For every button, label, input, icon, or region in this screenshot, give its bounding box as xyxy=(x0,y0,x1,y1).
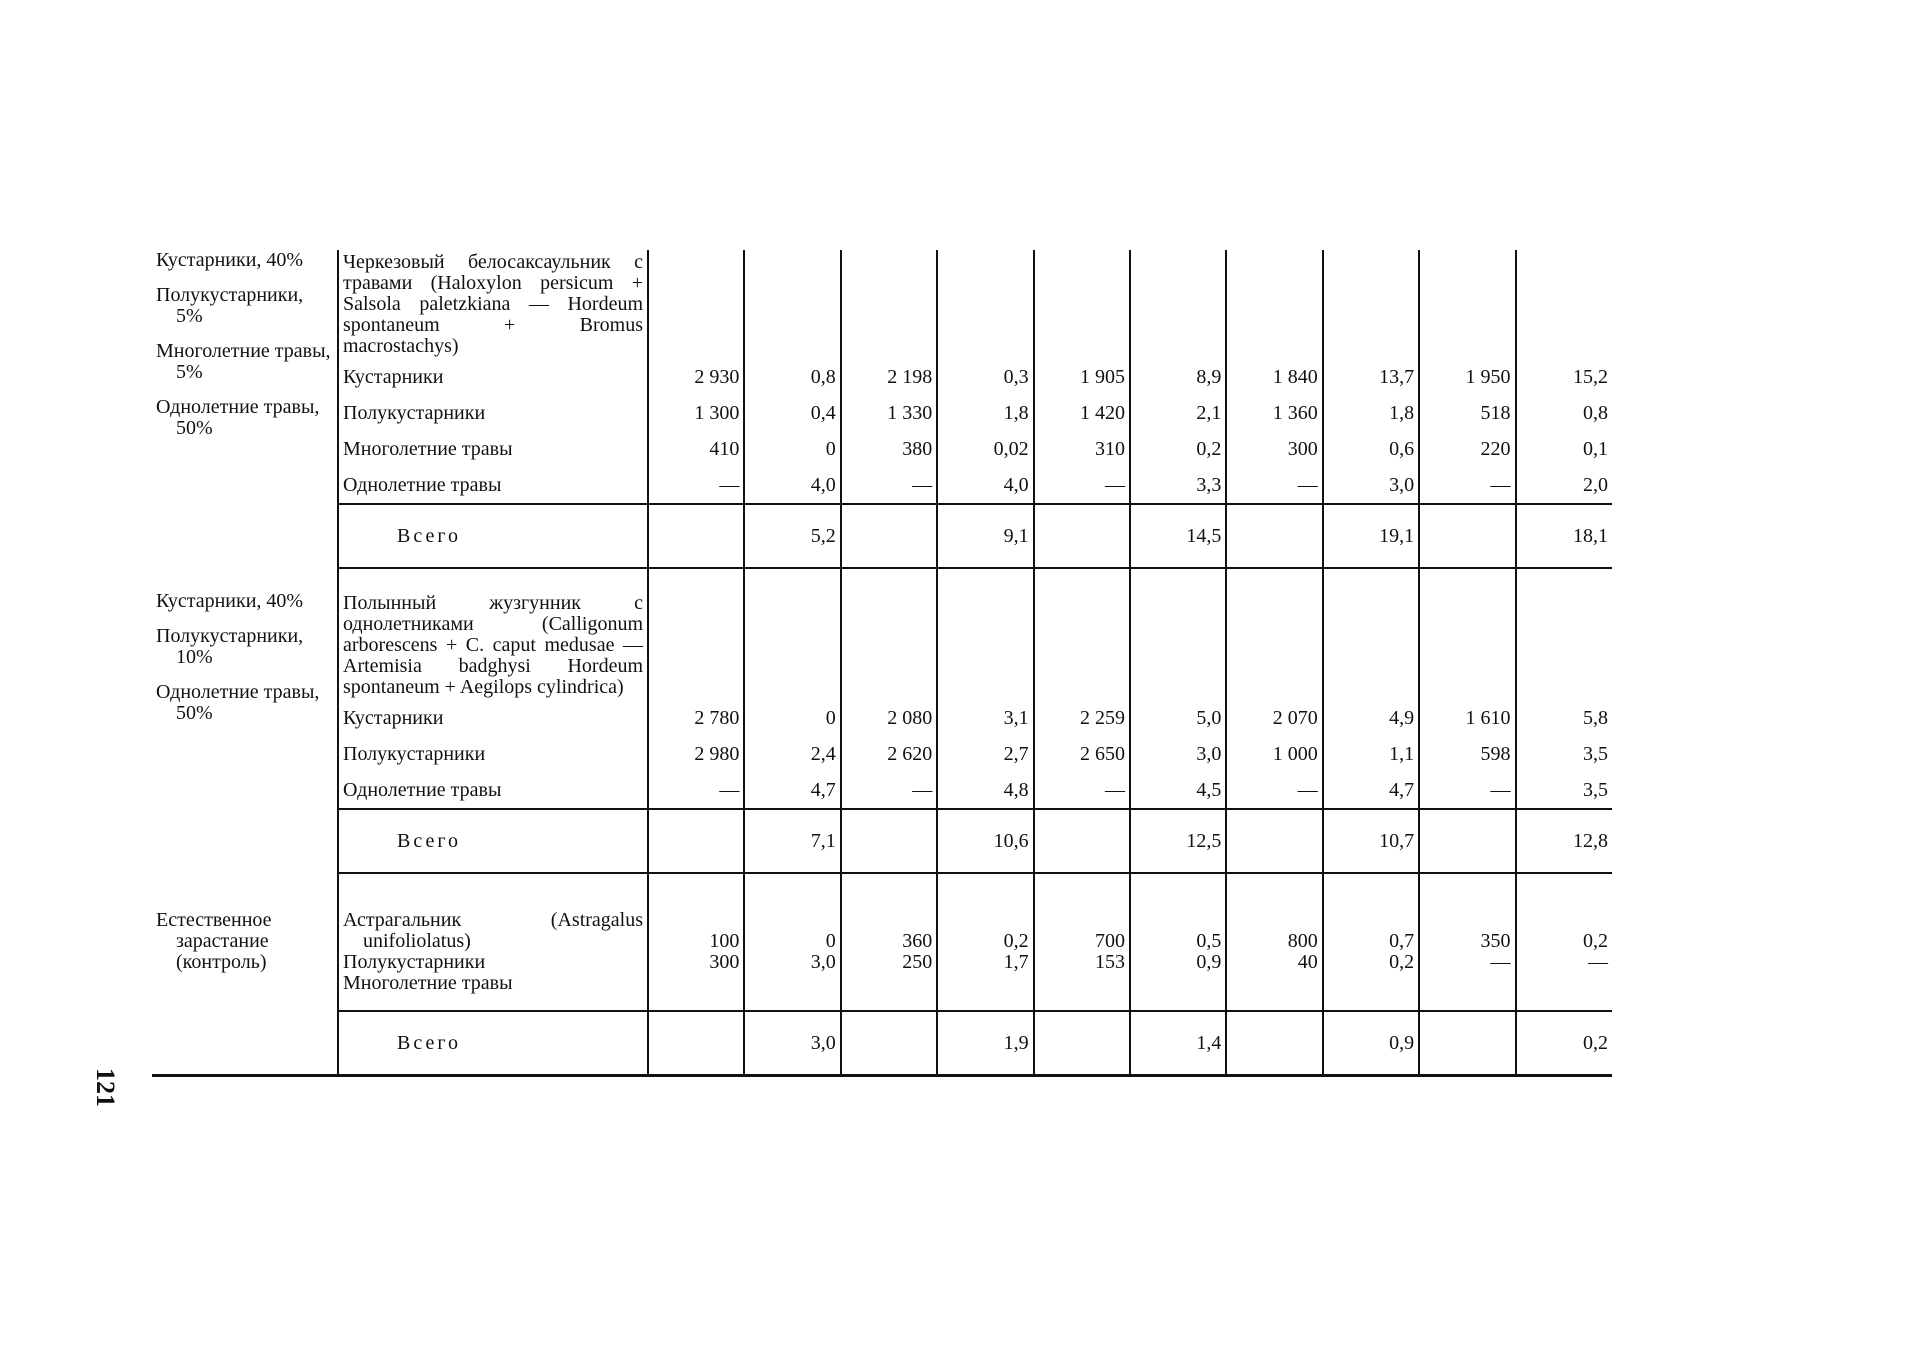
section-conditions xyxy=(152,896,338,1011)
empty-cell xyxy=(1034,591,1130,700)
total-value xyxy=(1419,1011,1515,1076)
total-value xyxy=(1226,809,1322,873)
value-cell: 598 xyxy=(1419,736,1515,772)
condition-label: Однолетние травы, 50% xyxy=(156,681,320,724)
gap-cell xyxy=(1419,873,1515,896)
row-label: Однолетние травы xyxy=(338,467,648,504)
total-value: 19,1 xyxy=(1323,504,1419,568)
row-label: Кустарники xyxy=(338,359,648,395)
value: 40 xyxy=(1297,951,1318,973)
empty-cell xyxy=(1419,250,1515,359)
value-cell: 3,5 xyxy=(1583,742,1608,765)
total-value xyxy=(841,1011,937,1076)
value: 350 xyxy=(1480,930,1511,952)
empty-cell xyxy=(1323,591,1419,700)
value-cell xyxy=(841,896,937,1011)
gap-cell xyxy=(648,873,744,896)
total-value xyxy=(1419,504,1515,568)
value-cell: 4,7 xyxy=(744,772,840,809)
left-blank xyxy=(152,809,338,873)
value-cell: 2 080 xyxy=(841,700,937,736)
section-title-row xyxy=(152,250,1612,359)
total-label: Всего xyxy=(338,1011,648,1076)
value-cell: 4,7 xyxy=(1323,772,1419,809)
spacer xyxy=(653,910,739,931)
value-cell: — xyxy=(648,467,744,504)
total-value xyxy=(1034,1011,1130,1076)
value-cell: 2,0 xyxy=(1583,473,1608,496)
empty-cell xyxy=(841,250,937,359)
table-body xyxy=(152,250,1612,1076)
row-label: Полукустарники xyxy=(338,395,648,431)
value-cell: — xyxy=(1226,467,1322,504)
value-cell: 220 xyxy=(1419,431,1515,467)
value-cell: 0,2 xyxy=(1130,431,1226,467)
value: 700 xyxy=(1094,930,1125,952)
empty-cell xyxy=(744,591,840,700)
value: 1,7 xyxy=(1003,951,1029,973)
community-title: Черкезовый белосаксаульник с травами (Haloxylon persicum + Salsola paletzkiana — Hordeum spontaneum + Bromus macrostachys) xyxy=(338,250,648,359)
total-value xyxy=(1226,1011,1322,1076)
gap-cell xyxy=(744,873,840,896)
value-cell: 0,6 xyxy=(1323,431,1419,467)
section-title-row xyxy=(152,591,1612,700)
value-cell: 4,8 xyxy=(937,772,1033,809)
value-cell: 410 xyxy=(648,431,744,467)
total-value: 12,8 xyxy=(1516,809,1612,873)
value: 0 xyxy=(825,930,836,952)
value-cell: 0,8 xyxy=(1583,401,1608,424)
value-cell: — xyxy=(841,772,937,809)
total-label: Всего xyxy=(338,504,648,568)
spacer xyxy=(846,910,932,931)
spacer xyxy=(1039,910,1125,931)
value-cell: 2,4 xyxy=(744,736,840,772)
value-cell: 310 xyxy=(1034,431,1130,467)
gap-cell xyxy=(1226,568,1322,591)
row-label: Кустарники xyxy=(338,700,648,736)
total-value xyxy=(648,1011,744,1076)
value-cell: — xyxy=(648,772,744,809)
empty-cell xyxy=(648,250,744,359)
total-value: 12,5 xyxy=(1130,809,1226,873)
value-cell: 1,8 xyxy=(1323,395,1419,431)
table-row xyxy=(152,772,1612,809)
empty-cell xyxy=(648,591,744,700)
value-cell: — xyxy=(1034,772,1130,809)
value-cell: 1 330 xyxy=(841,395,937,431)
table-row xyxy=(152,395,1612,431)
value: — xyxy=(1490,951,1511,973)
value-cell: 2 780 xyxy=(648,700,744,736)
value: 300 xyxy=(709,951,740,973)
value-cell: 4,9 xyxy=(1323,700,1419,736)
total-value: 3,0 xyxy=(744,1011,840,1076)
value-cell: 2 198 xyxy=(841,359,937,395)
value-cell: 5,0 xyxy=(1130,700,1226,736)
value-cell: — xyxy=(841,467,937,504)
row-label: Многолетние травы xyxy=(343,972,513,994)
row-label: Многолетние травы xyxy=(338,431,648,467)
spacer xyxy=(942,910,1028,931)
value-cell: 1 300 xyxy=(648,395,744,431)
total-value: 0,9 xyxy=(1323,1011,1419,1076)
spacer xyxy=(1424,910,1510,931)
value-cell: 5,8 xyxy=(1583,706,1608,729)
data-table xyxy=(152,250,1612,1077)
value-cell: 1 360 xyxy=(1226,395,1322,431)
value-cell: 300 xyxy=(1226,431,1322,467)
spacer xyxy=(1231,910,1317,931)
value-cell: 1 000 xyxy=(1226,736,1322,772)
value-cell: 1 610 xyxy=(1419,700,1515,736)
value-cell: 4,5 xyxy=(1130,772,1226,809)
total-value: 18,1 xyxy=(1516,504,1612,568)
value-cell: 0 xyxy=(744,431,840,467)
gap-cell xyxy=(1516,568,1612,591)
table-row xyxy=(152,896,1612,1011)
value-cell: 0,1 xyxy=(1583,437,1608,460)
row-label: Однолетние травы xyxy=(338,772,648,809)
value-cell: 3,5 xyxy=(1583,778,1608,801)
community-title: Полынный жузгунник с однолетниками (Calligonum arborescens + C. caput medusae — Artemisia badghysi Hordeum spontaneum + Aegilops cylindrica) xyxy=(338,591,648,700)
empty-cell xyxy=(1034,250,1130,359)
value-cell: 1,8 xyxy=(937,395,1033,431)
gap-cell xyxy=(1419,568,1515,591)
section-gap xyxy=(152,568,1612,591)
empty-cell xyxy=(744,250,840,359)
value-cell: 1 420 xyxy=(1034,395,1130,431)
value: 0,2 xyxy=(1389,951,1415,973)
total-value xyxy=(1034,809,1130,873)
total-value xyxy=(1226,504,1322,568)
value-cell: 15,2 xyxy=(1573,365,1608,388)
gap-cell xyxy=(937,873,1033,896)
gap-cell xyxy=(1130,568,1226,591)
total-value xyxy=(1419,809,1515,873)
value-cell: 3,0 xyxy=(1130,736,1226,772)
empty-cell xyxy=(1226,250,1322,359)
total-value: 7,1 xyxy=(744,809,840,873)
value-cell xyxy=(1323,896,1419,1011)
condition-label: Кустарники, 40% xyxy=(156,590,304,612)
total-value: 1,9 xyxy=(937,1011,1033,1076)
left-blank xyxy=(152,568,338,591)
gap-cell xyxy=(841,568,937,591)
total-value: 5,2 xyxy=(744,504,840,568)
condition-label: Полукустарники, 10% xyxy=(156,625,304,668)
value-cell: 2,1 xyxy=(1130,395,1226,431)
page-number: 121 xyxy=(91,1068,120,1107)
gap-cell xyxy=(1130,873,1226,896)
value-cell xyxy=(744,896,840,1011)
gap-cell xyxy=(1323,568,1419,591)
gap-cell xyxy=(338,568,648,591)
value-cell xyxy=(937,896,1033,1011)
value: 250 xyxy=(902,951,933,973)
value-cell: 0,4 xyxy=(744,395,840,431)
value-cell: 0 xyxy=(744,700,840,736)
value-cell: 3,0 xyxy=(1323,467,1419,504)
total-row xyxy=(152,809,1612,873)
total-value: 10,6 xyxy=(937,809,1033,873)
table-row xyxy=(152,736,1612,772)
empty-cell xyxy=(1323,250,1419,359)
value-cell: 2 980 xyxy=(648,736,744,772)
total-value: 1,4 xyxy=(1130,1011,1226,1076)
gap-cell xyxy=(1323,873,1419,896)
empty-cell xyxy=(1130,250,1226,359)
value: 360 xyxy=(902,930,933,952)
total-value: 14,5 xyxy=(1130,504,1226,568)
value: 100 xyxy=(709,930,740,952)
value: 0,2 xyxy=(1583,930,1608,952)
spacer xyxy=(749,910,835,931)
value-cell: — xyxy=(1419,467,1515,504)
table-row xyxy=(152,359,1612,395)
table-row xyxy=(152,431,1612,467)
total-value xyxy=(841,809,937,873)
value-cell: 8,9 xyxy=(1130,359,1226,395)
value-cell xyxy=(1516,896,1612,1011)
total-row xyxy=(152,1011,1612,1076)
value: 0,5 xyxy=(1196,930,1222,952)
table-row xyxy=(152,467,1612,504)
value-cell: 13,7 xyxy=(1323,359,1419,395)
value: 153 xyxy=(1094,951,1125,973)
value-cell: 1 950 xyxy=(1419,359,1515,395)
row-label: Полукустарники xyxy=(343,951,486,973)
value-cell: 3,3 xyxy=(1130,467,1226,504)
gap-cell xyxy=(1034,873,1130,896)
total-value: 10,7 xyxy=(1323,809,1419,873)
gap-cell xyxy=(1516,873,1612,896)
value-cell: 2 070 xyxy=(1226,700,1322,736)
empty-cell xyxy=(841,591,937,700)
value: 3,0 xyxy=(810,951,836,973)
value-cell xyxy=(1419,896,1515,1011)
value-cell: 0,8 xyxy=(744,359,840,395)
value-cell: — xyxy=(1034,467,1130,504)
gap-cell xyxy=(1034,568,1130,591)
value-cell: 3,1 xyxy=(937,700,1033,736)
spacer xyxy=(1521,910,1608,931)
section-conditions xyxy=(152,591,338,809)
empty-cell xyxy=(1516,591,1612,700)
total-value xyxy=(648,504,744,568)
value-cell: 2 650 xyxy=(1034,736,1130,772)
value-cell: 4,0 xyxy=(937,467,1033,504)
empty-cell xyxy=(937,250,1033,359)
value: 0,2 xyxy=(1003,930,1029,952)
value-cell: — xyxy=(1226,772,1322,809)
total-value xyxy=(1034,504,1130,568)
gap-cell xyxy=(841,873,937,896)
value-cell: 2 930 xyxy=(648,359,744,395)
left-blank xyxy=(152,504,338,568)
section-conditions xyxy=(152,250,338,504)
value-cell: 2 259 xyxy=(1034,700,1130,736)
row-label: Полукустарники xyxy=(338,736,648,772)
gap-cell xyxy=(338,873,648,896)
community-title: Астрагальник (Astragalus unifoliolatus) xyxy=(343,909,644,952)
value: 800 xyxy=(1287,930,1318,952)
value-cell: 518 xyxy=(1419,395,1515,431)
total-row xyxy=(152,504,1612,568)
gap-cell xyxy=(648,568,744,591)
value-cell xyxy=(1034,896,1130,1011)
total-value: 0,2 xyxy=(1516,1011,1612,1076)
section-gap xyxy=(152,873,1612,896)
condition-label: Однолетние травы, 50% xyxy=(156,396,320,439)
empty-cell xyxy=(937,591,1033,700)
condition-label: Естественное зарастание (контроль) xyxy=(156,909,272,973)
empty-cell xyxy=(1130,591,1226,700)
gap-cell xyxy=(1226,873,1322,896)
value-cell: 1,1 xyxy=(1323,736,1419,772)
value-cell: 0,3 xyxy=(937,359,1033,395)
total-value xyxy=(841,504,937,568)
value-cell: 2 620 xyxy=(841,736,937,772)
spacer xyxy=(1328,910,1414,931)
value-cell: — xyxy=(1419,772,1515,809)
empty-cell xyxy=(1226,591,1322,700)
value-cell: 1 905 xyxy=(1034,359,1130,395)
value: — xyxy=(1588,951,1608,973)
condition-label: Кустарники, 40% xyxy=(156,249,304,271)
left-blank xyxy=(152,1011,338,1076)
value: 0,9 xyxy=(1196,951,1222,973)
value: 0,7 xyxy=(1389,930,1415,952)
value-cell: 0,02 xyxy=(937,431,1033,467)
total-value: 9,1 xyxy=(937,504,1033,568)
empty-cell xyxy=(1516,250,1612,359)
community-block xyxy=(338,896,648,1011)
spacer xyxy=(1135,910,1221,931)
value-cell: 2,7 xyxy=(937,736,1033,772)
value-cell xyxy=(1130,896,1226,1011)
total-label: Всего xyxy=(338,809,648,873)
value-cell: 380 xyxy=(841,431,937,467)
value-cell xyxy=(1226,896,1322,1011)
empty-cell xyxy=(1419,591,1515,700)
value-cell: 1 840 xyxy=(1226,359,1322,395)
left-blank xyxy=(152,873,338,896)
table-row xyxy=(152,700,1612,736)
condition-label: Многолетние травы, 5% xyxy=(156,340,331,383)
value-cell: 4,0 xyxy=(744,467,840,504)
total-value xyxy=(648,809,744,873)
gap-cell xyxy=(744,568,840,591)
value-cell xyxy=(648,896,744,1011)
gap-cell xyxy=(937,568,1033,591)
condition-label: Полукустарники, 5% xyxy=(156,284,304,327)
